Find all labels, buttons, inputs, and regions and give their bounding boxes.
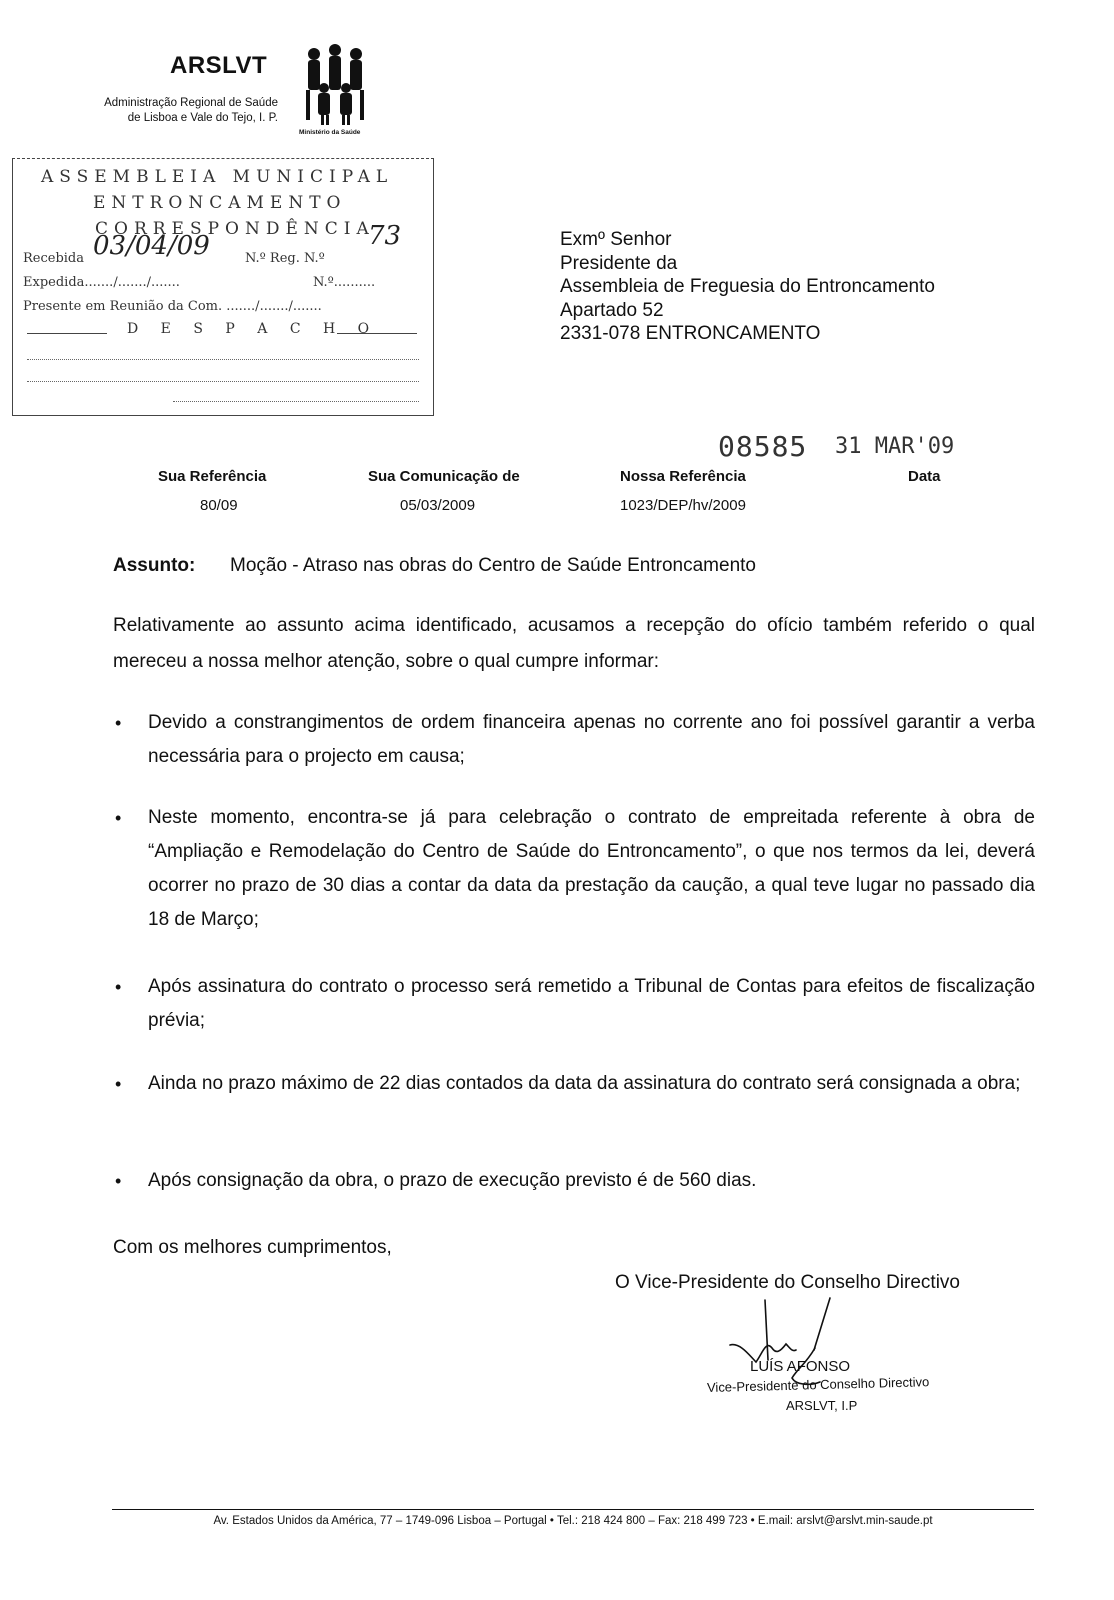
stamp-expedida-n: N.º.......... [313,275,376,290]
org-short-name: ARSLVT [170,52,268,79]
bullet-icon: • [115,1074,122,1094]
recipient-line3: Assembleia de Freguesia do Entroncamento [560,276,935,297]
org-full-line2: de Lisboa e Vale do Tejo, I. P. [127,112,278,124]
ministry-logo-icon [300,44,370,128]
bullet-item-2: Neste momento, encontra-se já para celebração o contrato de empreitada referente à obra de “Ampliação e Remodelação do Centro de Saúde do Entroncamento”, o que nos termos da lei, deverá ocorrer no prazo de 30 dias a contar da data da prestação da caução, a qual teve lugar no passado dia 18 de Março; [148,807,1035,930]
stamp-reg-label: N.º Reg. N.º [245,251,325,266]
ref-header-nossa-referencia: Nossa Referência [620,468,746,485]
recipient-line4: Apartado 52 [560,299,664,321]
ref-header-sua-comunicacao: Sua Comunicação de [368,468,520,485]
stamp-line2: ENTRONCAMENTO [93,193,347,213]
recipient-address [560,228,935,346]
bullet-icon: • [115,977,122,997]
stamp-presente-label: Presente em Reunião da Com. ......./......./....... [23,299,322,314]
ref-value-sua-comunicacao: 05/03/2009 [400,497,476,514]
footer-address: Av. Estados Unidos da América, 77 – 1749-096 Lisboa – Portugal • Tel.: 218 424 800 – Fax: 218 499 723 • E.mail: arslvt@arslvt.min-saude.pt [213,1515,933,1527]
bullet-item-4: Ainda no prazo máximo de 22 dias contados da data da assinatura do contrato será consignada a obra; [148,1073,1021,1094]
signature-name: LUÍS AFONSO [750,1358,851,1375]
subject-text: Moção - Atraso nas obras do Centro de Saúde Entroncamento [230,555,756,576]
ref-value-nossa-referencia: 1023/DEP/hv/2009 [620,497,746,514]
stamp-despacho-label: D E S P A C H O [127,321,379,337]
org-full-name [60,96,278,126]
stamp-line3: CORRESPONDÊNCIA [95,219,375,239]
bullet-item-5: Após consignação da obra, o prazo de execução previsto é de 560 dias. [148,1170,757,1191]
bullet-icon: • [115,1171,122,1191]
recipient-line2: Presidente da [560,252,678,274]
ref-value-sua-referencia: 80/09 [200,497,238,514]
stamp-line1: ASSEMBLEIA MUNICIPAL [41,167,394,187]
bullet-item-1: Devido a constrangimentos de ordem financeira apenas no corrente ano foi possível garantir a verba necessária para o projecto em causa; [148,712,1035,767]
subject-label: Assunto: [113,555,196,576]
ref-header-data: Data [908,468,941,485]
signature-role: Vice-Presidente do Conselho Directivo [706,1374,930,1395]
org-full-line1: Administração Regional de Saúde [104,97,278,109]
bullet-item-3: Após assinatura do contrato o processo será remetido a Tribunal de Contas para efeitos de fiscalização prévia; [148,976,1035,1031]
signatory-title: O Vice-Presidente do Conselho Directivo [615,1272,960,1293]
bullet-icon: • [115,808,122,828]
stamp-recebida-date: 03/04/09 [93,231,210,261]
intro-paragraph: Relativamente ao assunto acima identificado, acusamos a recepção do ofício também referido o qual mereceu a nossa melhor atenção, sobre o qual cumpre informar: [113,615,1035,672]
outgoing-date: 31 MAR'09 [835,434,955,459]
ref-header-sua-referencia: Sua Referência [158,468,267,485]
reception-stamp [12,158,434,416]
recipient-line5: 2331-078 ENTRONCAMENTO [560,323,821,344]
outgoing-number: 08585 [718,430,808,463]
footer-divider [112,1509,1034,1510]
signature-org: ARSLVT, I.P [786,1398,858,1413]
stamp-reg-number: 73 [368,221,402,251]
stamp-expedida-label: Expedida......./......./....... [23,275,180,290]
ministry-label: Ministério da Saúde [299,129,361,136]
bullet-icon: • [115,713,122,733]
recipient-line1: Exmº Senhor [560,229,672,250]
closing-greeting: Com os melhores cumprimentos, [113,1237,392,1258]
stamp-recebida-label: Recebida [23,251,85,266]
